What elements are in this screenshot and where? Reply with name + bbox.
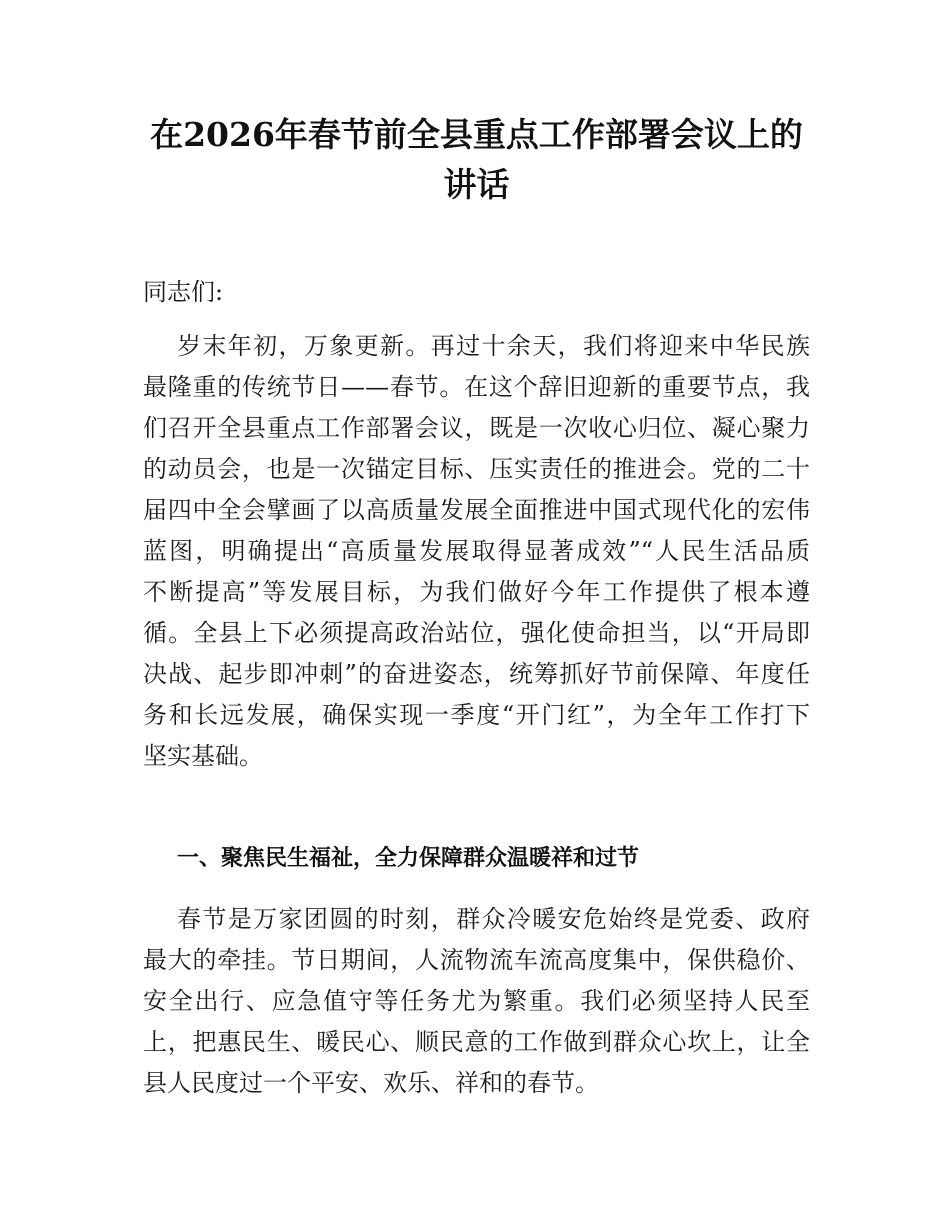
- paragraph-line: 循。全县上下必须提高政治站位，强化使命担当，以“开局即: [143, 619, 810, 647]
- paragraph-line: 安全出行、应急值守等任务尤为繁重。我们必须坚持人民至: [143, 987, 810, 1015]
- paragraph-line: 蓝图，明确提出“高质量发展取得显著成效”“人民生活品质: [143, 537, 810, 565]
- paragraph-line: 不断提高”等发展目标，为我们做好今年工作提供了根本遵: [143, 578, 810, 606]
- paragraph-line: 们召开全县重点工作部署会议，既是一次收心归位、凝心聚力: [143, 414, 810, 442]
- paragraph-line: 最大的牵挂。节日期间，人流物流车流高度集中，保供稳价、: [143, 946, 810, 974]
- paragraph-line: 岁末年初，万象更新。再过十余天，我们将迎来中华民族: [177, 332, 810, 360]
- section-1-paragraph: [143, 899, 810, 1104]
- title-line-2: 讲话: [443, 165, 510, 204]
- paragraph-line: 决战、起步即冲刺”的奋进姿态，统筹抓好节前保障、年度任: [143, 660, 810, 688]
- paragraph-line: 最隆重的传统节日——春节。在这个辞旧迎新的重要节点，我: [143, 373, 810, 401]
- paragraph-line: 春节是万家团圆的时刻，群众冷暖安危始终是党委、政府: [177, 905, 810, 933]
- intro-paragraph: [143, 326, 810, 818]
- paragraph-line: 届四中全会擘画了以高质量发展全面推进中国式现代化的宏伟: [143, 496, 810, 524]
- section-heading-1: 一、聚焦民生福祉，全力保障群众温暖祥和过节: [177, 846, 640, 871]
- paragraph-line: 务和长远发展，确保实现一季度“开门红”，为全年工作打下: [143, 701, 810, 729]
- document-title: [143, 110, 810, 210]
- paragraph-line: 的动员会，也是一次锚定目标、压实责任的推进会。党的二十: [143, 455, 810, 483]
- title-line-1: 在2026年春节前全县重点工作部署会议上的: [150, 115, 803, 154]
- paragraph-line: 县人民度过一个平安、欢乐、祥和的春节。: [143, 1069, 599, 1097]
- salutation: 同志们:: [143, 278, 224, 306]
- paragraph-line: 上，把惠民生、暖民心、顺民意的工作做到群众心坎上，让全: [143, 1028, 810, 1056]
- paragraph-line: 坚实基础。: [143, 742, 263, 770]
- document-page: [143, 110, 810, 1104]
